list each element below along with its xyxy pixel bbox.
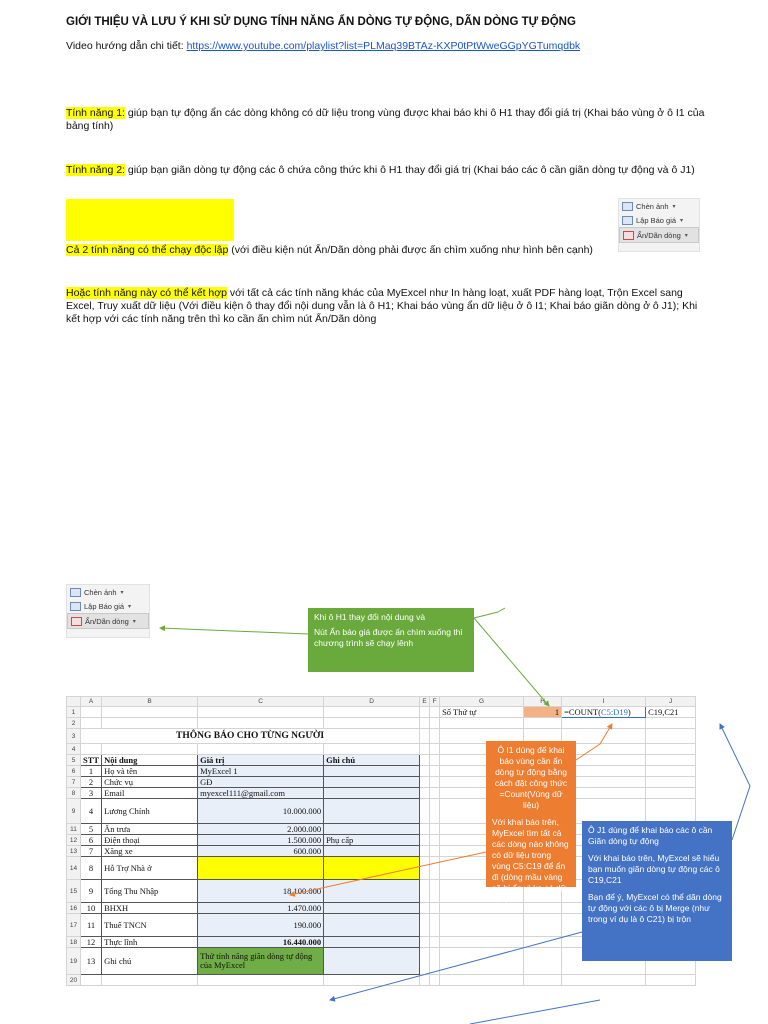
combine-label: Hoặc tính năng này có thể kết hợp — [66, 287, 227, 299]
make-quote-button[interactable]: Lập Báo giá ▾ — [67, 599, 149, 613]
header-value[interactable]: Giá trị — [198, 755, 324, 766]
value-cell[interactable]: 1.470.000 — [198, 903, 324, 914]
green-callout-line-2: Nút Ẩn báo giá được ấn chìm xuống thì chương trình sẽ chạy lênh — [314, 627, 463, 648]
chevron-down-icon: ▾ — [132, 618, 136, 625]
hide-expand-rows-button[interactable]: Ẩn/Dãn dòng ▾ — [67, 613, 149, 629]
insert-image-button[interactable]: Chèn ảnh ▾ — [619, 199, 699, 213]
cell-g1[interactable]: Số Thứ tự — [440, 707, 524, 718]
orange-arrow-to-i1 — [576, 724, 612, 760]
value-cell[interactable]: 16.440.000 — [198, 937, 324, 948]
value-cell[interactable]: 190.000 — [198, 914, 324, 937]
cell-j1[interactable]: C19,C21 — [646, 707, 696, 718]
stt-cell[interactable]: 4 — [81, 799, 102, 824]
col-header-c[interactable]: C — [198, 697, 324, 707]
green-arrow-stub — [474, 612, 498, 618]
col-header-h[interactable]: H — [524, 697, 562, 707]
report-title[interactable]: THÔNG BÁO CHO TỪNG NGƯỜI — [81, 729, 420, 744]
row-header[interactable]: 6 — [67, 766, 81, 777]
chevron-down-icon: ▾ — [120, 589, 124, 596]
orange-callout-line-1: Ô I1 dùng để khai báo vùng cần ẩn dòng tự động bằng cách đặt công thức =Count(Vùng dữ liệu) — [494, 745, 568, 810]
cell-i1[interactable]: =COUNT(C5:D19) — [562, 707, 646, 718]
feature-2-text: giúp bạn giãn dòng tự động các ô chứa công thức khi ô H1 thay đổi giá trị (Khai báo các ô cần giãn dòng tự động và ô J1) — [124, 164, 695, 176]
chevron-down-icon: ▾ — [672, 203, 676, 210]
value-cell[interactable]: 1.500.000 — [198, 835, 324, 846]
chevron-down-icon: ▾ — [684, 232, 688, 239]
orange-arrow-to-row14 — [290, 852, 486, 895]
note-cell[interactable]: Phụ cấp — [324, 835, 420, 846]
value-cell[interactable]: GĐ — [198, 777, 324, 788]
col-header-a[interactable]: A — [81, 697, 102, 707]
col-header-f[interactable]: F — [430, 697, 440, 707]
col-header-j[interactable]: J — [646, 697, 696, 707]
green-arrow-stub-2 — [498, 608, 505, 612]
row-header[interactable]: 3 — [67, 729, 81, 744]
blue-callout-line-3: Bạn để ý, MyExcel có thể dãn dòng tự động với các ô bị Merge (như trong ví dụ là ô C21) bị trộn — [588, 892, 722, 924]
content-cell[interactable]: Điện thoại — [102, 835, 198, 846]
feature-2-label: Tính năng 2: — [66, 164, 125, 176]
row-header[interactable]: 18 — [67, 937, 81, 948]
content-cell[interactable]: Xăng xe — [102, 846, 198, 857]
content-cell[interactable]: Tổng Thu Nhập — [102, 880, 198, 903]
make-quote-button[interactable]: Lập Báo giá ▾ — [619, 213, 699, 227]
content-cell[interactable]: Họ và tên — [102, 766, 198, 777]
blue-callout-line-2: Với khai báo trên, MyExcel sẽ hiểu bạn muốn giãn dòng tự động các ô C19,C21 — [588, 853, 720, 885]
col-header-g[interactable]: G — [440, 697, 524, 707]
col-header-d[interactable]: D — [324, 697, 420, 707]
row-header[interactable]: 14 — [67, 857, 81, 880]
stt-cell[interactable]: 10 — [81, 903, 102, 914]
stt-cell[interactable]: 13 — [81, 948, 102, 975]
hide-expand-rows-button[interactable]: Ẩn/Dãn dòng ▾ — [619, 227, 699, 243]
stt-cell[interactable]: 5 — [81, 824, 102, 835]
blue-callout-line-1: Ô J1 dùng để khai báo các ô cần Giãn dòng tự động — [588, 825, 713, 846]
row-header[interactable]: 19 — [67, 948, 81, 975]
col-header-b[interactable]: B — [102, 697, 198, 707]
feature-1-text: giúp bạn tự động ẩn các dòng không có dữ liệu trong vùng được khai báo khi ô H1 thay đổi giá trị (Khai báo vùng ở ô I1 của bảng tính) — [66, 107, 705, 132]
stt-cell[interactable]: 7 — [81, 846, 102, 857]
blue-arrow-to-c21 — [470, 1000, 600, 1024]
green-arrow-to-h1 — [474, 618, 549, 706]
feature-1-label: Tính năng 1: — [66, 107, 125, 119]
cell-h1[interactable]: 1 — [524, 707, 562, 718]
row-header[interactable]: 13 — [67, 846, 81, 857]
row-header[interactable]: 20 — [67, 975, 81, 986]
content-cell[interactable]: Hỗ Trợ Nhà ở — [102, 857, 198, 880]
col-header-e[interactable]: E — [420, 697, 430, 707]
green-callout-line-1: Khi ô H1 thay đổi nội dung và — [314, 612, 426, 622]
value-cell[interactable]: Thử tính năng giãn dòng tự động của MyExcel — [198, 948, 324, 975]
content-cell[interactable]: Thuế TNCN — [102, 914, 198, 937]
row-header[interactable]: 11 — [67, 824, 81, 835]
video-link[interactable]: https://www.youtube.com/playlist?list=PLMaq39BTAz-KXP0tPtWweGGpYGTumqdbk — [186, 40, 581, 52]
header-note[interactable]: Ghi chú — [324, 755, 420, 766]
content-cell[interactable]: BHXH — [102, 903, 198, 914]
row-header[interactable]: 16 — [67, 903, 81, 914]
content-cell[interactable]: Ăn trưa — [102, 824, 198, 835]
value-cell[interactable]: myexcel111@gmail.com — [198, 788, 324, 799]
stt-cell[interactable]: 3 — [81, 788, 102, 799]
content-cell[interactable]: Lương Chính — [102, 799, 198, 824]
content-cell[interactable]: Email — [102, 788, 198, 799]
row-header[interactable]: 5 — [67, 755, 81, 766]
row-header[interactable]: 2 — [67, 718, 81, 729]
value-cell[interactable]: 18.100.000 — [198, 880, 324, 903]
content-cell[interactable]: Chức vụ — [102, 777, 198, 788]
chevron-down-icon: ▾ — [128, 603, 132, 610]
row-header[interactable]: 17 — [67, 914, 81, 937]
header-stt[interactable]: STT — [81, 755, 102, 766]
stt-cell[interactable]: 8 — [81, 857, 102, 880]
insert-image-button[interactable]: Chèn ảnh ▾ — [67, 585, 149, 599]
row-header[interactable]: 12 — [67, 835, 81, 846]
page-title: GIỚI THIỆU VÀ LƯU Ý KHI SỬ DỤNG TÍNH NĂNG ẨN DÒNG TỰ ĐỘNG, DÃN DÒNG TỰ ĐỘNG — [66, 16, 576, 28]
blue-arrow-to-c19 — [330, 932, 582, 1000]
row-header[interactable]: 7 — [67, 777, 81, 788]
stt-cell[interactable]: 1 — [81, 766, 102, 777]
independent-text: (với điều kiện nút Ẩn/Dãn dòng phải được ấn chìm xuống như hình bên cạnh) — [228, 244, 593, 256]
stt-cell[interactable]: 12 — [81, 937, 102, 948]
video-label: Video hướng dẫn chi tiết: — [66, 40, 184, 52]
independent-label: Cả 2 tính năng có thể chạy độc lập — [66, 244, 229, 256]
combine-text: với tất cả các tính năng khác của MyExcel như In hàng loạt, xuất PDF hàng loạt, Trộn Excel sang Excel, Truy xuất dữ liệu (Với điều kiện ô thay đổi nội dung vẫn là ô H1; Khai báo vùng ẩn dữ liệu ở ô I1; Khai báo giãn dòng ở ô J1); Khi kết hợp với các tính năng trên thì ko cần ấn chìm nút Ẩn/Dãn dòng — [66, 287, 698, 325]
blue-arrow-to-j1 — [720, 724, 750, 840]
col-header-i[interactable]: I — [562, 697, 646, 707]
row-header[interactable]: 4 — [67, 744, 81, 755]
row-header[interactable]: 1 — [67, 707, 81, 718]
content-cell[interactable]: Ghi chú — [102, 948, 198, 975]
chevron-down-icon: ▾ — [680, 217, 684, 224]
stt-cell[interactable]: 9 — [81, 880, 102, 903]
value-cell[interactable]: 2.000.000 — [198, 824, 324, 835]
green-arrow-to-button — [160, 628, 308, 634]
orange-callout-line-2: Với khai báo trên, MyExcel tìm tất cả các dòng nào không có dữ liệu trong vùng C5:C19 để ẩn đi (dòng mầu vàng sẽ bị ẩn vì ko có dữ liệu) — [492, 817, 569, 904]
content-cell[interactable]: Thực lĩnh — [102, 937, 198, 948]
stt-cell[interactable]: 6 — [81, 835, 102, 846]
row-header[interactable]: 9 — [67, 799, 81, 824]
stt-cell[interactable]: 11 — [81, 914, 102, 937]
row-header[interactable]: 15 — [67, 880, 81, 903]
header-content[interactable]: Nội dung — [102, 755, 198, 766]
row-header[interactable]: 8 — [67, 788, 81, 799]
value-cell[interactable]: 10.000.000 — [198, 799, 324, 824]
value-cell[interactable]: MyExcel 1 — [198, 766, 324, 777]
stt-cell[interactable]: 2 — [81, 777, 102, 788]
value-cell[interactable]: 600.000 — [198, 846, 324, 857]
